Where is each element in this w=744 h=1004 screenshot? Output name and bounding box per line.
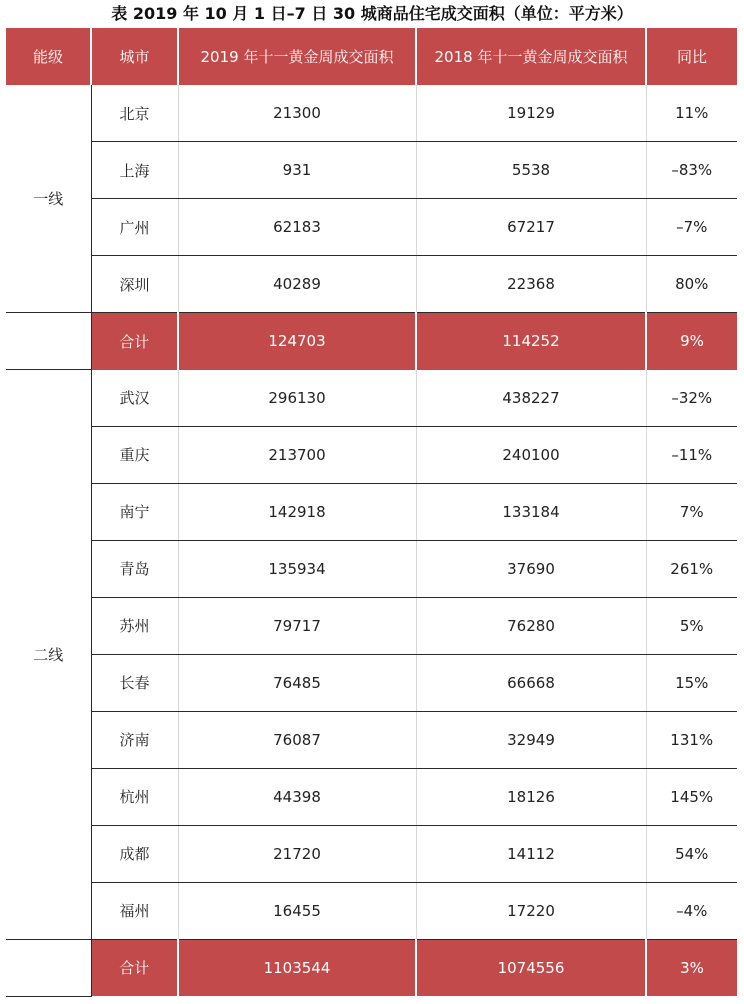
area-2019-cell: 931 — [178, 142, 416, 199]
area-2019-cell: 79717 — [178, 597, 416, 654]
yoy-cell: 15% — [646, 654, 737, 711]
area-2019-cell: 296130 — [178, 370, 416, 427]
header-area-2018: 2018 年十一黄金周成交面积 — [416, 28, 646, 85]
area-2018-cell: 67217 — [416, 199, 646, 256]
table-row — [6, 882, 737, 939]
header-area-2019: 2019 年十一黄金周成交面积 — [178, 28, 416, 85]
area-2018-cell: 14112 — [416, 825, 646, 882]
area-2019-cell: 76485 — [178, 654, 416, 711]
area-2019-cell: 135934 — [178, 540, 416, 597]
yoy-cell: 145% — [646, 768, 737, 825]
total-area-2019: 124703 — [178, 313, 416, 370]
table-row — [6, 597, 737, 654]
total-yoy: 9% — [646, 313, 737, 370]
transaction-area-table — [6, 28, 737, 997]
total-area-2018: 114252 — [416, 313, 646, 370]
area-2019-cell: 21720 — [178, 825, 416, 882]
area-2019-cell: 76087 — [178, 711, 416, 768]
area-2018-cell: 5538 — [416, 142, 646, 199]
yoy-cell: 5% — [646, 597, 737, 654]
total-label: 合计 — [91, 939, 178, 996]
table-row — [6, 711, 737, 768]
total-area-2018: 1074556 — [416, 939, 646, 996]
level-cell-tier1: 一线 — [6, 85, 91, 313]
table-row — [6, 654, 737, 711]
level-cell-empty — [6, 939, 91, 996]
table-row — [6, 142, 737, 199]
area-2019-cell: 44398 — [178, 768, 416, 825]
table-row — [6, 540, 737, 597]
header-city: 城市 — [91, 28, 178, 85]
total-area-2019: 1103544 — [178, 939, 416, 996]
city-cell: 广州 — [91, 199, 178, 256]
header-row — [6, 28, 737, 85]
city-cell: 长春 — [91, 654, 178, 711]
yoy-cell: –83% — [646, 142, 737, 199]
area-2018-cell: 438227 — [416, 370, 646, 427]
area-2018-cell: 240100 — [416, 426, 646, 483]
city-cell: 深圳 — [91, 256, 178, 313]
area-2018-cell: 76280 — [416, 597, 646, 654]
yoy-cell: 80% — [646, 256, 737, 313]
area-2019-cell: 213700 — [178, 426, 416, 483]
table-row — [6, 199, 737, 256]
total-row-tier1 — [6, 313, 737, 370]
city-cell: 重庆 — [91, 426, 178, 483]
area-2018-cell: 19129 — [416, 85, 646, 142]
city-cell: 成都 — [91, 825, 178, 882]
table-row — [6, 768, 737, 825]
area-2018-cell: 37690 — [416, 540, 646, 597]
yoy-cell: –32% — [646, 370, 737, 427]
level-cell-empty — [6, 313, 91, 370]
yoy-cell: 11% — [646, 85, 737, 142]
yoy-cell: 54% — [646, 825, 737, 882]
table-row — [6, 825, 737, 882]
table-row — [6, 426, 737, 483]
table-row — [6, 370, 737, 427]
header-yoy: 同比 — [646, 28, 737, 85]
total-label: 合计 — [91, 313, 178, 370]
area-2019-cell: 16455 — [178, 882, 416, 939]
total-yoy: 3% — [646, 939, 737, 996]
city-cell: 上海 — [91, 142, 178, 199]
city-cell: 青岛 — [91, 540, 178, 597]
level-cell-tier2: 二线 — [6, 370, 91, 940]
header-level: 能级 — [6, 28, 91, 85]
area-2018-cell: 17220 — [416, 882, 646, 939]
city-cell: 南宁 — [91, 483, 178, 540]
area-2018-cell: 133184 — [416, 483, 646, 540]
city-cell: 武汉 — [91, 370, 178, 427]
table-row — [6, 256, 737, 313]
yoy-cell: –7% — [646, 199, 737, 256]
yoy-cell: 261% — [646, 540, 737, 597]
city-cell: 福州 — [91, 882, 178, 939]
yoy-cell: –4% — [646, 882, 737, 939]
city-cell: 济南 — [91, 711, 178, 768]
area-2019-cell: 142918 — [178, 483, 416, 540]
area-2019-cell: 62183 — [178, 199, 416, 256]
area-2019-cell: 40289 — [178, 256, 416, 313]
table-row — [6, 483, 737, 540]
yoy-cell: –11% — [646, 426, 737, 483]
yoy-cell: 7% — [646, 483, 737, 540]
city-cell: 北京 — [91, 85, 178, 142]
yoy-cell: 131% — [646, 711, 737, 768]
table-row — [6, 85, 737, 142]
area-2018-cell: 22368 — [416, 256, 646, 313]
city-cell: 杭州 — [91, 768, 178, 825]
city-cell: 苏州 — [91, 597, 178, 654]
total-row-tier2 — [6, 939, 737, 996]
area-2018-cell: 18126 — [416, 768, 646, 825]
area-2019-cell: 21300 — [178, 85, 416, 142]
table-title: 表 2019 年 10 月 1 日–7 日 30 城商品住宅成交面积（单位：平方米） — [111, 4, 633, 23]
area-2018-cell: 32949 — [416, 711, 646, 768]
area-2018-cell: 66668 — [416, 654, 646, 711]
